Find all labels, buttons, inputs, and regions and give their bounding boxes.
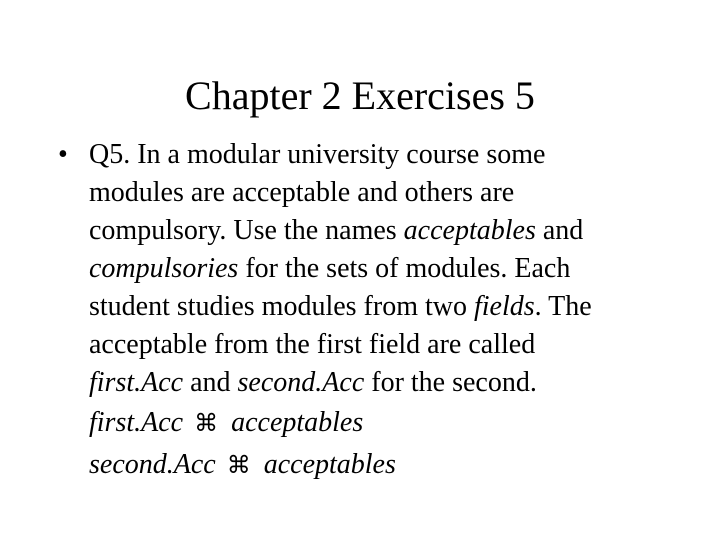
italic-term: acceptables: [403, 215, 536, 246]
text-run: modules are acceptable and others are: [89, 177, 515, 208]
set-inclusions: [89, 402, 698, 486]
paragraph-line: [89, 136, 698, 174]
subset-symbol: ⌘: [226, 451, 251, 479]
bullet-item: [58, 136, 698, 402]
paragraph-line: [89, 326, 698, 364]
text-run: acceptable from the first field are called: [89, 329, 536, 360]
paragraph-line: [89, 250, 698, 288]
inclusion-rhs: acceptables: [263, 449, 396, 480]
bullet-symbol: •: [58, 139, 68, 170]
text-run: and: [535, 215, 584, 246]
paragraph-line: [89, 174, 698, 212]
paragraph-line: [89, 364, 698, 402]
italic-term: compulsories: [89, 253, 239, 284]
text-run: for the second.: [364, 367, 537, 398]
paragraph-line: [89, 212, 698, 250]
inclusion-line: [89, 402, 698, 444]
text-run: . The: [534, 291, 592, 322]
italic-term: second.Acc: [237, 367, 365, 398]
subset-symbol: ⌘: [194, 409, 219, 437]
text-run: compulsory. Use the names: [89, 215, 404, 246]
question-paragraph: [89, 136, 698, 402]
text-run: student studies modules from two: [89, 291, 474, 322]
paragraph-line: [89, 288, 698, 326]
slide-title: Chapter 2 Exercises 5: [185, 73, 535, 118]
text-run: Q5. In a modular university course some: [89, 139, 546, 170]
inclusion-lhs: first.Acc: [89, 407, 184, 438]
inclusion-lhs: second.Acc: [89, 449, 216, 480]
italic-term: fields: [473, 291, 535, 322]
italic-term: first.Acc: [89, 367, 184, 398]
inclusion-line: [89, 444, 698, 486]
text-run: for the sets of modules. Each: [238, 253, 571, 284]
slide-content: [58, 136, 698, 486]
inclusion-rhs: acceptables: [231, 407, 364, 438]
text-run: and: [183, 367, 238, 398]
